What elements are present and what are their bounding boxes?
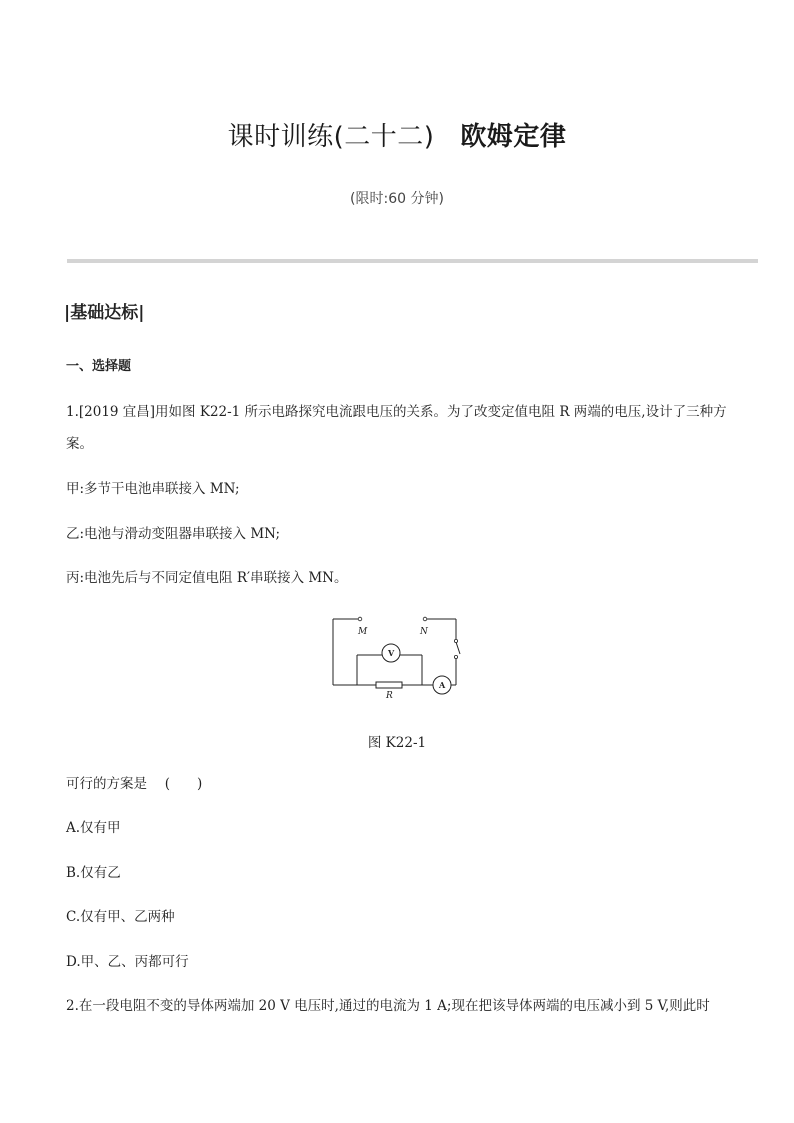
title-main: 欧姆定律 (460, 122, 567, 152)
q1-option-c: C.仅有甲、乙两种 (66, 909, 175, 925)
q1-prompt: 可行的方案是 ( ) (66, 776, 203, 792)
switch-contact-top (454, 639, 457, 642)
label-resistor: R (386, 691, 393, 698)
label-ammeter: A (439, 680, 446, 690)
q1-plan-a: 甲:多节干电池串联接入 MN; (66, 481, 240, 497)
terminal-n (423, 617, 427, 621)
q1-option-d: D.甲、乙、丙都可行 (66, 954, 189, 970)
time-limit: (限时:60 分钟) (350, 191, 444, 207)
divider (67, 259, 758, 263)
q1-plan-b: 乙:电池与滑动变阻器串联接入 MN; (66, 526, 281, 542)
q1-plan-c: 丙:电池先后与不同定值电阻 R′串联接入 MN。 (66, 570, 348, 586)
q1-stem-line1: 1.[2019 宜昌]用如图 K22-1 所示电路探究电流跟电压的关系。为了改变定值电阻 R 两端的电压,设计了三种方 (66, 404, 727, 420)
q1-option-b: B.仅有乙 (66, 865, 121, 881)
label-n: N (420, 627, 428, 637)
circuit-diagram (320, 612, 470, 698)
resistor-symbol (376, 682, 402, 688)
q1-stem-line2: 案。 (66, 436, 93, 452)
terminal-m (358, 617, 362, 621)
figure-caption: 图 K22-1 (367, 735, 427, 751)
page-title (0, 116, 794, 153)
label-voltmeter: V (388, 648, 395, 658)
switch-contact-bottom (454, 655, 457, 658)
q2-stem-line1: 2.在一段电阻不变的导体两端加 20 V 电压时,通过的电流为 1 A;现在把该导体两端的电压减小到 5 V,则此时 (66, 998, 710, 1014)
subsection-title: 一、选择题 (66, 359, 132, 374)
q1-option-a: A.仅有甲 (66, 820, 121, 836)
title-prefix: 课时训练(二十二) (227, 122, 435, 152)
section-title: |基础达标| (64, 303, 145, 323)
label-m: M (358, 627, 368, 637)
